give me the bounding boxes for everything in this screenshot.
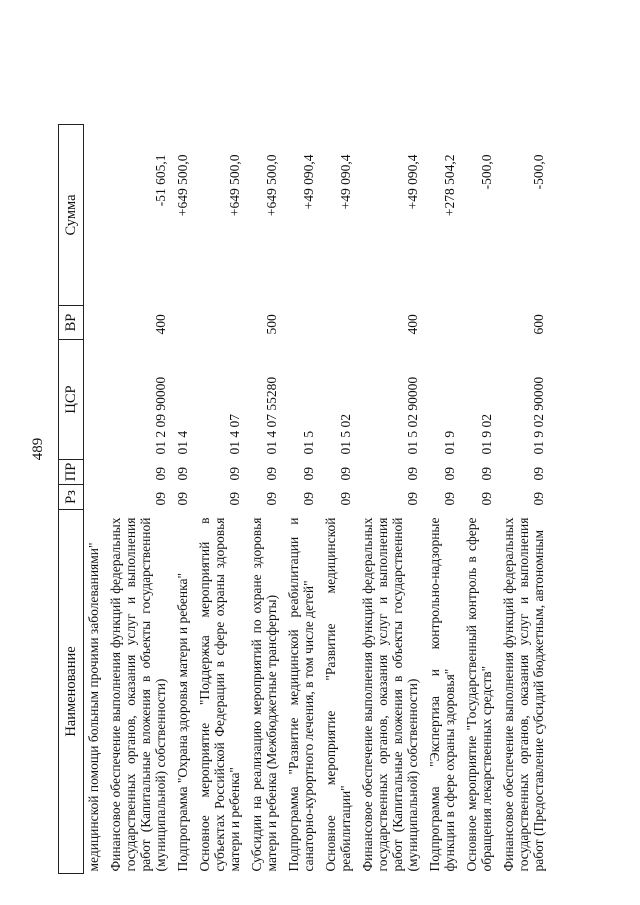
- table-row: [355, 125, 422, 874]
- row-sum: +649 500,0: [227, 154, 242, 217]
- row-rz: 09: [338, 492, 353, 506]
- row-pr: 09: [153, 467, 168, 481]
- table-row: [459, 125, 496, 874]
- row-pr: 09: [175, 467, 190, 481]
- row-vr: [170, 306, 192, 340]
- row-sum: +278 504,2: [442, 154, 457, 217]
- row-csr: [84, 340, 104, 460]
- row-name: Основное мероприятие "Развитие медицинской реабилитации": [323, 517, 353, 872]
- table-row: [103, 125, 170, 874]
- row-name: Подпрограмма "Развитие медицинской реабилитации и санаторно-курортного лечения, в том числе детей": [286, 517, 316, 872]
- row-csr: 01 4: [175, 430, 190, 455]
- row-rz: 09: [405, 492, 420, 506]
- row-vr: [422, 306, 459, 340]
- row-pr: [84, 460, 104, 485]
- header-sum: Сумма: [59, 125, 84, 306]
- row-csr: 01 9: [442, 430, 457, 455]
- header-pr: ПР: [59, 460, 84, 485]
- row-sum: -51 605,1: [153, 154, 168, 207]
- page-number: 489: [30, 437, 46, 461]
- row-vr: [459, 306, 496, 340]
- row-pr: 09: [531, 467, 546, 481]
- row-vr: 600: [531, 314, 546, 335]
- row-sum: +649 500,0: [175, 154, 190, 217]
- row-name: Подпрограмма "Экспертиза и контрольно-надзорные функции в сфере охраны здоровья": [427, 517, 457, 872]
- header-vr: ВР: [59, 306, 84, 340]
- row-name: Субсидии на реализацию мероприятий по охране здоровья матери и ребенка (Межбюджетные трансферты): [249, 517, 279, 872]
- row-pr: 09: [264, 467, 279, 481]
- table-row: [192, 125, 244, 874]
- row-rz: 09: [264, 492, 279, 506]
- row-vr: [318, 306, 355, 340]
- table-row: [170, 125, 192, 874]
- row-pr: 09: [479, 467, 494, 481]
- header-csr: ЦСР: [59, 340, 84, 460]
- row-vr: 400: [405, 314, 420, 335]
- row-csr: 01 5 02: [338, 414, 353, 455]
- row-sum: [84, 125, 104, 306]
- row-pr: 09: [301, 467, 316, 481]
- row-rz: 09: [175, 492, 190, 506]
- row-sum: -500,0: [479, 154, 494, 190]
- row-csr: 01 2 09 90000: [153, 376, 168, 455]
- table-row: [84, 125, 104, 874]
- row-name: Финансовое обеспечение выполнения функций федеральных государственных органов, оказания услуг и выполнения работ (Капитальные вложения в объекты государственной (муниципальной) собственности): [108, 517, 168, 872]
- row-sum: +49 090,4: [338, 154, 353, 210]
- row-csr: 01 9 02 90000: [531, 376, 546, 455]
- row-rz: [84, 485, 104, 510]
- row-csr: 01 4 07: [227, 414, 242, 455]
- row-rz: 09: [531, 492, 546, 506]
- row-name: Основное мероприятие "Государственный контроль в сфере обращения лекарственных средств": [464, 517, 494, 872]
- table-row: [496, 125, 548, 874]
- row-vr: 400: [153, 314, 168, 335]
- row-pr: 09: [338, 467, 353, 481]
- header-rz: Рз: [59, 485, 84, 510]
- row-csr: 01 5: [301, 430, 316, 455]
- header-name: Наименование: [59, 510, 84, 874]
- row-vr: [192, 306, 244, 340]
- row-sum: +649 500,0: [264, 154, 279, 217]
- table-header-row: [59, 125, 84, 874]
- row-rz: 09: [227, 492, 242, 506]
- table-row: [422, 125, 459, 874]
- row-pr: 09: [405, 467, 420, 481]
- row-csr: 01 4 07 55280: [264, 376, 279, 455]
- table-row: [318, 125, 355, 874]
- budget-table: [58, 124, 548, 874]
- row-pr: 09: [227, 467, 242, 481]
- row-vr: [281, 306, 318, 340]
- row-name: Подпрограмма "Охрана здоровья матери и ребенка": [175, 573, 190, 872]
- row-name: Финансовое обеспечение выполнения функций федеральных государственных органов, оказания услуг и выполнения работ (Капитальные вложения в объекты государственной (муниципальной) собственности): [360, 517, 420, 872]
- row-vr: 500: [264, 314, 279, 335]
- row-vr: [84, 306, 104, 340]
- row-sum: -500,0: [531, 154, 546, 190]
- row-sum: +49 090,4: [405, 154, 420, 210]
- row-pr: 09: [442, 467, 457, 481]
- row-rz: 09: [442, 492, 457, 506]
- row-rz: 09: [153, 492, 168, 506]
- row-sum: +49 090,4: [301, 154, 316, 210]
- table-row: [244, 125, 281, 874]
- row-rz: 09: [301, 492, 316, 506]
- row-rz: 09: [479, 492, 494, 506]
- row-name: Финансовое обеспечение выполнения функций федеральных государственных органов, оказания услуг и выполнения работ (Предоставление субсидий бюджетным, автономным: [501, 517, 546, 872]
- row-csr: 01 5 02 90000: [405, 376, 420, 455]
- table-row: [281, 125, 318, 874]
- row-name: Основное мероприятие "Поддержка мероприятий в субъектах Российской Федерации в сфере охраны здоровья матери и ребенка": [197, 517, 242, 872]
- row-name: медицинской помощи больным прочими заболеваниями": [86, 542, 101, 872]
- row-csr: 01 9 02: [479, 414, 494, 455]
